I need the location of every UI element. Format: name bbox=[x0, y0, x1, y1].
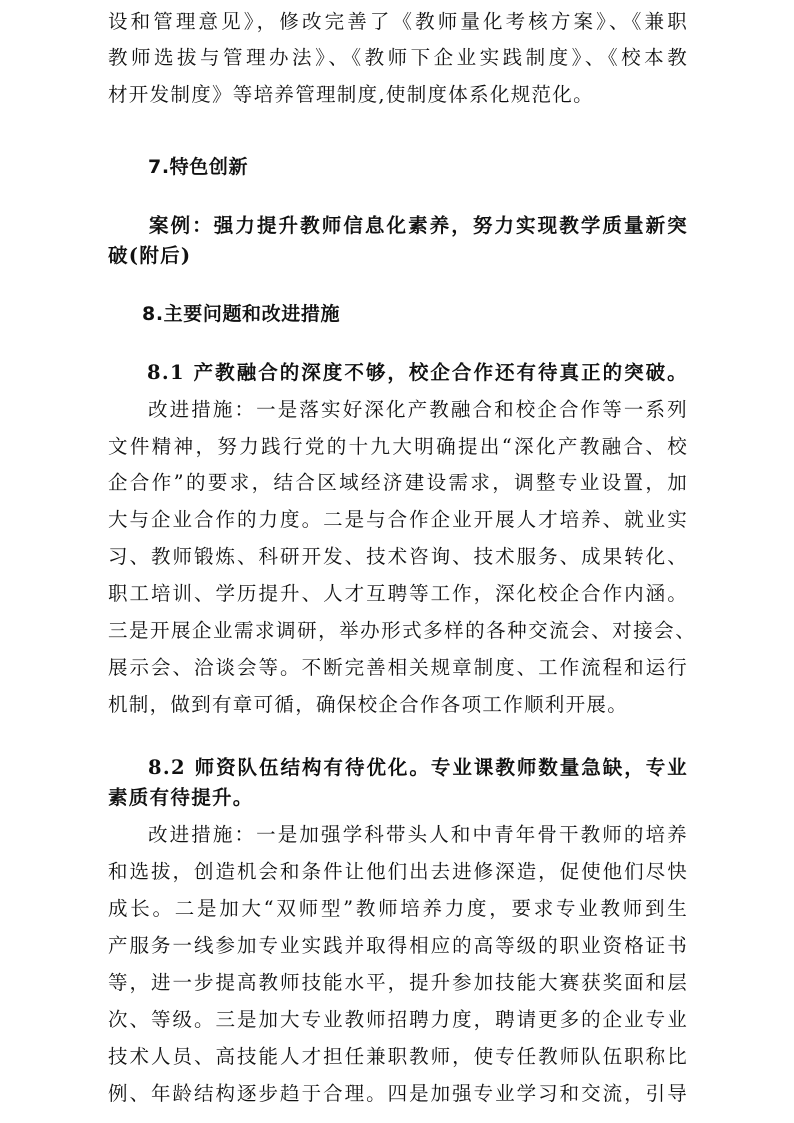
case-line-1: 案例：强力提升教师信息化素养，努力实现教学质量新突 bbox=[149, 214, 688, 237]
section-8-2-line-4: 产服务一线参加专业实践并取得相应的高等级的职业资格证书 bbox=[108, 934, 688, 957]
section-8-1-line-7: 三是开展企业需求调研，举办形式多样的各种交流会、对接会、 bbox=[108, 619, 696, 642]
section-8-2-heading-line-2: 素质有待提升。 bbox=[108, 786, 254, 809]
case-line-2: 破(附后) bbox=[108, 244, 192, 267]
section-8-2-line-8: 例、年龄结构逐步趋于合理。四是加强专业学习和交流，引导 bbox=[108, 1082, 688, 1105]
section-8-2-line-6: 次、等级。三是加大专业教师招聘力度，聘请更多的企业专业 bbox=[108, 1008, 688, 1031]
section-8-1-line-8: 展示会、洽谈会等。不断完善相关规章制度、工作流程和运行 bbox=[108, 656, 688, 679]
section-8-2-line-1: 改进措施：一是加强学科带头人和中青年骨干教师的培养 bbox=[148, 823, 688, 846]
section-8-1-heading: 8.1 产教融合的深度不够，校企合作还有待真正的突破。 bbox=[147, 361, 688, 384]
section-8-2-line-5: 等，进一步提高教师技能水平，提升参加技能大赛获奖面和层 bbox=[108, 971, 688, 994]
section-8-1-line-4: 大与企业合作的力度。二是与合作企业开展人才培养、就业实 bbox=[108, 508, 688, 531]
section-7-heading: 7.特色创新 bbox=[148, 156, 249, 178]
section-8-1-line-2: 文件精神，努力践行党的十九大明确提出“深化产教融合、校 bbox=[108, 435, 688, 458]
section-8-1-line-3: 企合作”的要求，结合区域经济建设需求，调整专业设置，加 bbox=[108, 471, 688, 494]
section-8-2-heading-line-1: 8.2 师资队伍结构有待优化。专业课教师数量急缺，专业 bbox=[148, 756, 688, 779]
section-8-2-line-2: 和选拔，创造机会和条件让他们出去进修深造，促使他们尽快 bbox=[108, 860, 688, 883]
section-8-1-line-9: 机制，做到有章可循，确保校企合作各项工作顺利开展。 bbox=[108, 693, 629, 716]
intro-line-3: 材开发制度》等培养管理制度,使制度体系化规范化。 bbox=[108, 83, 594, 106]
section-8-heading: 8.主要问题和改进措施 bbox=[142, 303, 341, 325]
section-8-2-line-7: 技术人员、高技能人才担任兼职教师，使专任教师队伍职称比 bbox=[108, 1045, 688, 1068]
section-8-2-line-3: 成长。二是加大“双师型”教师培养力度，要求专业教师到生 bbox=[108, 897, 688, 920]
intro-line-1: 设和管理意见》，修改完善了《教师量化考核方案》、《兼职 bbox=[108, 10, 688, 33]
section-8-1-line-1: 改进措施：一是落实好深化产教融合和校企合作等一系列 bbox=[148, 398, 688, 421]
intro-line-2: 教师选拔与管理办法》、《教师下企业实践制度》、《校本教 bbox=[108, 46, 688, 69]
section-8-1-line-6: 职工培训、学历提升、人才互聘等工作，深化校企合作内涵。 bbox=[108, 582, 688, 605]
section-8-1-line-5: 习、教师锻炼、科研开发、技术咨询、技术服务、成果转化、 bbox=[108, 545, 688, 568]
